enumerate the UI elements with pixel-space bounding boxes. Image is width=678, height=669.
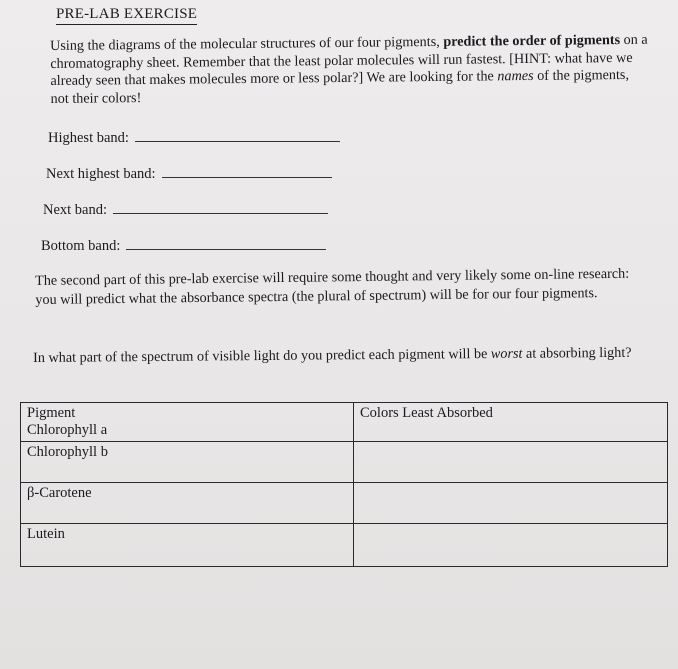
pigment-table (20, 402, 668, 567)
pigment-cell-1 (21, 442, 354, 483)
colors-least-absorbed-header: Colors Least Absorbed (360, 405, 493, 421)
bottom-band-row (41, 238, 326, 255)
answer-cell-2[interactable] (354, 483, 668, 524)
intro-text-1: Using the diagrams of the molecular structures of our four pigments, (50, 33, 440, 54)
pigment-name-2: β-Carotene (27, 485, 92, 501)
pigment-name-0: Chlorophyll a (27, 422, 108, 438)
highest-band-answer-line[interactable] (135, 140, 340, 142)
next-band-label: Next band: (43, 202, 108, 218)
colors-header-cell[interactable] (354, 403, 668, 442)
question-text-2: at absorbing light? (525, 344, 632, 362)
question-text-1: In what part of the spectrum of visible light do you predict each pigment will be (33, 346, 488, 366)
next-band-answer-line[interactable] (113, 212, 328, 214)
intro-text-2: on a chromatography sheet. Remember that the least polar molecules will run fastest. [HINT: what have we already seen that makes molecules more or less polar?] We are looking for the (50, 31, 648, 89)
pigment-name-1: Chlorophyll b (27, 444, 108, 460)
spectra-paragraph: The second part of this pre-lab exercise will require some thought and very likely some on-line research: you will predict what the absorbance spectra (the plural of spectrum) will be for our four pigments. (35, 265, 630, 308)
bottom-band-label: Bottom band: (41, 238, 121, 254)
table-row (21, 403, 668, 442)
table-row (21, 524, 668, 567)
intro-paragraph (50, 32, 651, 108)
next-highest-band-answer-line[interactable] (162, 176, 332, 178)
bottom-band-answer-line[interactable] (126, 248, 326, 250)
next-highest-band-row (46, 166, 332, 183)
next-highest-band-label: Next highest band: (46, 166, 156, 182)
question-italic-worst: worst (490, 345, 523, 363)
intro-italic-names: names (497, 67, 534, 85)
next-band-row (43, 202, 328, 219)
highest-band-label: Highest band: (48, 130, 129, 146)
question-paragraph (33, 344, 653, 368)
pigment-cell-2 (21, 483, 354, 524)
pigment-header-cell (21, 403, 354, 442)
pigment-cell-3 (21, 524, 354, 567)
pigment-name-3: Lutein (27, 526, 65, 542)
table-row (21, 483, 668, 524)
table-row (21, 442, 668, 483)
page-title: PRE-LAB EXERCISE (56, 6, 197, 25)
intro-text-3: of the pigments, not their colors! (50, 66, 630, 107)
intro-bold-instruction: predict the order of pigments (443, 32, 621, 50)
answer-cell-1[interactable] (354, 442, 668, 483)
highest-band-row (48, 130, 340, 147)
pigment-header: Pigment (27, 405, 76, 421)
answer-cell-3[interactable] (354, 524, 668, 567)
